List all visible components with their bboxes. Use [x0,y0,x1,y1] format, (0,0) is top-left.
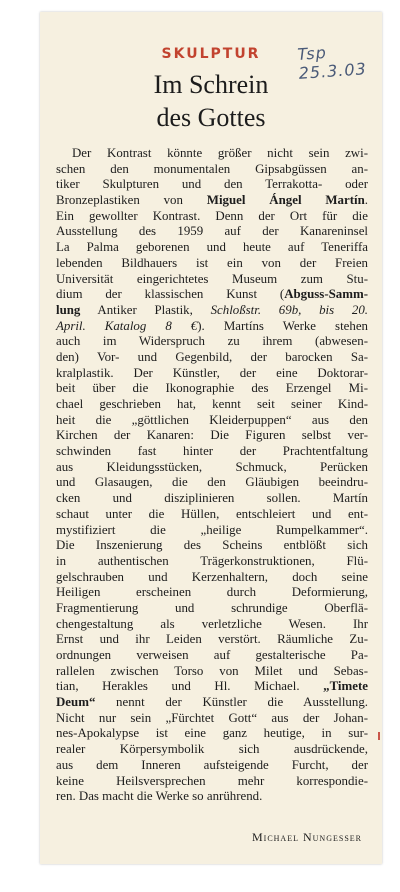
article-line [56,444,368,460]
text-run: Heiligen erscheinen durch Deformierung, [56,585,368,600]
text-run: realer Körpersymbolik sich ausdrückende, [56,742,368,757]
text-run: und Glasaugen, die den Gläubigen beeindru- [56,475,368,490]
article-line [56,664,368,680]
text-run: Bronzeplastiken von [56,193,207,208]
text-run: ren. Das macht die Werke so anrührend. [56,789,263,804]
article-line [56,570,368,586]
text-run: beit über die Ikonographie des Erzengel Mi- [56,381,368,396]
article-line [56,774,368,790]
article-line [56,695,368,711]
article-line [56,209,368,225]
article-line [56,413,368,429]
article-line [56,758,368,774]
text-run: Fragmentierung und schrundige Oberflä- [56,600,368,615]
article-line [56,287,368,303]
text-run: Universität eingerichtetes Museum zum Stu- [56,271,368,286]
article-line [56,742,368,758]
text-run: Antiker Plastik, [80,302,211,317]
article-line [56,491,368,507]
article-line [56,146,368,162]
text-run: Ernst und ihr Leiden verstört. Räumliche Zu- [56,632,368,647]
text-run: schwinden fast hinter der Prachtentfaltung [56,444,368,459]
article-line [56,726,368,742]
article-line [56,475,368,491]
text-run: Ein gewollter Kontrast. Denn der Ort für die [56,208,368,223]
bold-text: „Timete [323,679,368,694]
bold-text: lung [56,302,81,317]
text-run: Der Kontrast könnte größer nicht sein zwi- [72,146,368,160]
text-run: rallelen zwischen Torso von Milet und Sebas- [56,663,368,678]
text-run: Nicht nur sein „Fürchtet Gott“ aus der Johan- [56,710,368,725]
article-line [56,632,368,648]
article-line [56,256,368,272]
article-line [56,507,368,523]
section-kicker: SKULPTUR [161,46,261,62]
text-run: schen den monumentalen Gipsabgüssen an- [56,161,368,176]
text-run: Die Inszenierung des Scheins entblößt sich [56,538,368,553]
bold-text: Deum“ [56,695,96,710]
article-line [56,601,368,617]
handwritten-note: Tsp 25.3.03 [296,42,368,83]
text-run: kralplastik. Der Künstler, der eine Doktorar- [56,365,368,380]
text-run: chengestaltung als verletzliche Wesen. Ihr [56,616,368,631]
text-run: lebenden Bildhauers ist ein von der Freien [56,255,368,270]
article-line [56,397,368,413]
article-line [56,366,368,382]
text-run: in authentischen Trägerkonstruktionen, Flü- [56,553,368,568]
article-line [56,240,368,256]
text-run: Kirchen der Kanaren: Die Figuren selbst ver- [56,428,368,443]
article-line [56,789,368,805]
article-line [56,162,368,178]
text-run: aus Kleidungsstücken, Schmuck, Perücken [56,459,368,474]
text-run: den) Vor- und Gegenbild, der barocken Sa- [56,349,368,364]
text-run: cken und disziplinieren sollen. Martín [56,491,368,506]
text-run: ). Martíns Werke stehen [197,318,368,333]
article-line [56,428,368,444]
text-run: nes-Apokalypse ist eine ganz heutige, in sur- [56,726,368,741]
text-run: heit die „göttlichen Kleiderpuppen“ aus den [56,412,368,427]
bold-text: Abguss-Samm- [284,287,368,302]
article-line [56,319,368,335]
newspaper-clipping [40,12,382,864]
text-run: La Palma geborenen und heute auf Teneriffa [56,240,368,255]
article-line [56,303,368,319]
text-run: dium der klassischen Kunst ( [56,287,285,302]
article-line [56,711,368,727]
article-line [56,554,368,570]
headline-line: des Gottes [156,103,266,132]
article-line [56,679,368,695]
article-line [56,523,368,539]
article-line [56,538,368,554]
article-line [56,177,368,193]
text-run: keine Heilsversprechen mehr korrespondie- [56,773,368,788]
text-run: aus dem Inneren aufsteigende Furcht, der [56,757,368,772]
text-run: tiker Skulpturen und den Terrakotta- oder [56,177,368,192]
text-run: nennt der Künstler die Ausstellung. [95,695,368,710]
text-run: chael geschrieben hat, kennt seit seiner Kind- [56,397,368,411]
text-run: Ausstellung des 1959 auf der Kanareninsel [56,224,368,239]
text-run: mystifiziert die „heilige Rumpelkammer“. [56,522,368,537]
article-line [56,460,368,476]
article-line [56,193,368,209]
text-run: schaut unter die Hüllen, entschleiert und ent- [56,506,368,521]
text-run: gelschrauben und Kerzenhaltern, doch seine [56,569,368,584]
margin-mark [378,732,380,740]
article-line [56,272,368,288]
article-body [56,146,368,805]
italic-text: April. Katalog 8 € [56,318,198,333]
article-line [56,617,368,633]
article-line [56,350,368,366]
article-line [56,585,368,601]
article-line [56,224,368,240]
italic-text: Schloßstr. 69b, bis 20. [210,302,368,317]
article-line [56,648,368,664]
headline-line: Im Schrein [153,70,269,99]
article-line [56,334,368,350]
text-run: . [364,193,368,208]
text-run: auch im Widerspruch zu ihrem (abwesen- [56,334,368,349]
text-run: tian, Herakles und Hl. Michael. [56,679,324,694]
article-line [56,381,368,397]
text-run: ordnungen verweisen auf gestalterische Pa- [56,648,368,662]
author-byline: Michael Nungesser [251,830,362,844]
bold-text: Miguel Ángel Martín [206,193,365,208]
headline [40,68,382,134]
